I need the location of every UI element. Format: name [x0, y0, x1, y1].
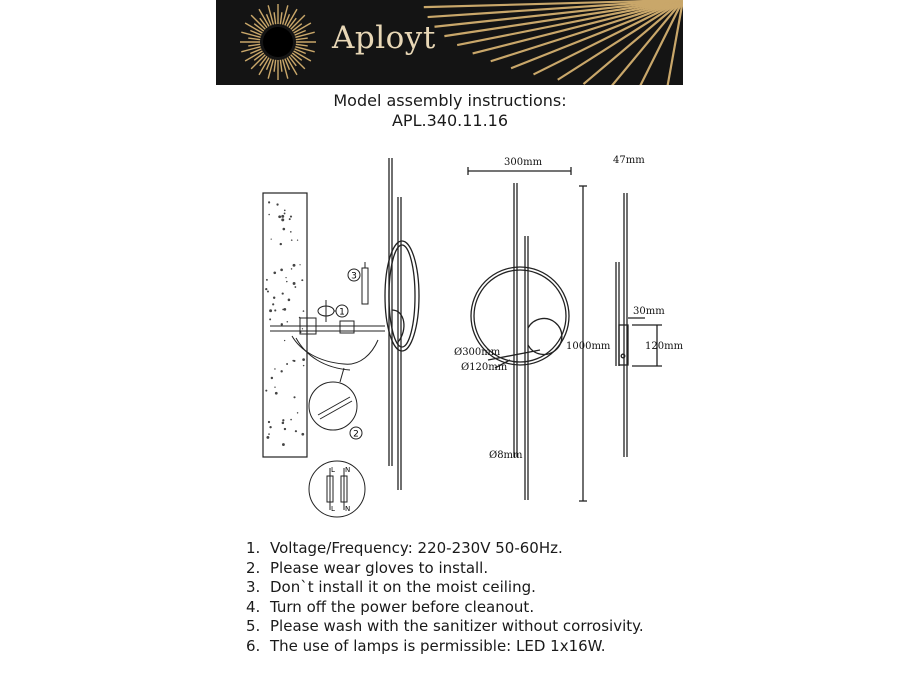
- dim-base-height: 120mm: [645, 341, 684, 352]
- lamp-front-view: [468, 167, 587, 501]
- document-title: Model assembly instructions:: [333, 91, 567, 110]
- wiring-detail: [309, 368, 357, 430]
- dim-depth: 47mm: [613, 155, 645, 166]
- dim-height: 1000mm: [566, 341, 611, 352]
- dim-ring-diameter: Ø300mm: [454, 347, 501, 358]
- rotation-arrow-icon: [318, 300, 338, 322]
- step-markers: [336, 269, 362, 440]
- screw-part: [362, 262, 368, 304]
- live-label-bottom: L: [331, 505, 335, 513]
- front-view-dimensions: [454, 157, 611, 461]
- dim-shade-diameter: Ø120mm: [461, 362, 508, 373]
- instruction-item: 6. The use of lamps is permissible: LED 1x16W.: [246, 636, 606, 655]
- dim-width: 300mm: [504, 157, 543, 168]
- instruction-item: 4. Turn off the power before cleanout.: [246, 597, 535, 616]
- instruction-item: 1. Voltage/Frequency: 220-230V 50-60Hz.: [246, 539, 563, 557]
- lamp-assembly-view: [385, 158, 419, 490]
- dim-base-width: 30mm: [633, 306, 665, 317]
- instruction-item: 3. Don`t install it on the moist ceiling.: [246, 578, 536, 597]
- instruction-list: [246, 539, 644, 657]
- brand-name: Aployt: [332, 20, 436, 56]
- connector-detail: [309, 461, 365, 517]
- step-2-label: 2: [353, 429, 359, 440]
- model-number: APL.340.11.16: [391, 111, 509, 130]
- dim-rod-diameter: Ø8mm: [489, 450, 523, 461]
- instruction-item: 5. Please wash with the sanitizer without corrosivity.: [246, 617, 644, 636]
- step-3-label: 3: [351, 271, 357, 282]
- step-1-label: 1: [339, 307, 345, 318]
- instruction-item: 2. Please wear gloves to install.: [246, 558, 489, 577]
- neutral-label-top: N: [345, 466, 351, 474]
- lamp-side-view: [616, 193, 662, 457]
- neutral-label-bottom: N: [345, 505, 351, 513]
- live-label-top: L: [331, 466, 335, 474]
